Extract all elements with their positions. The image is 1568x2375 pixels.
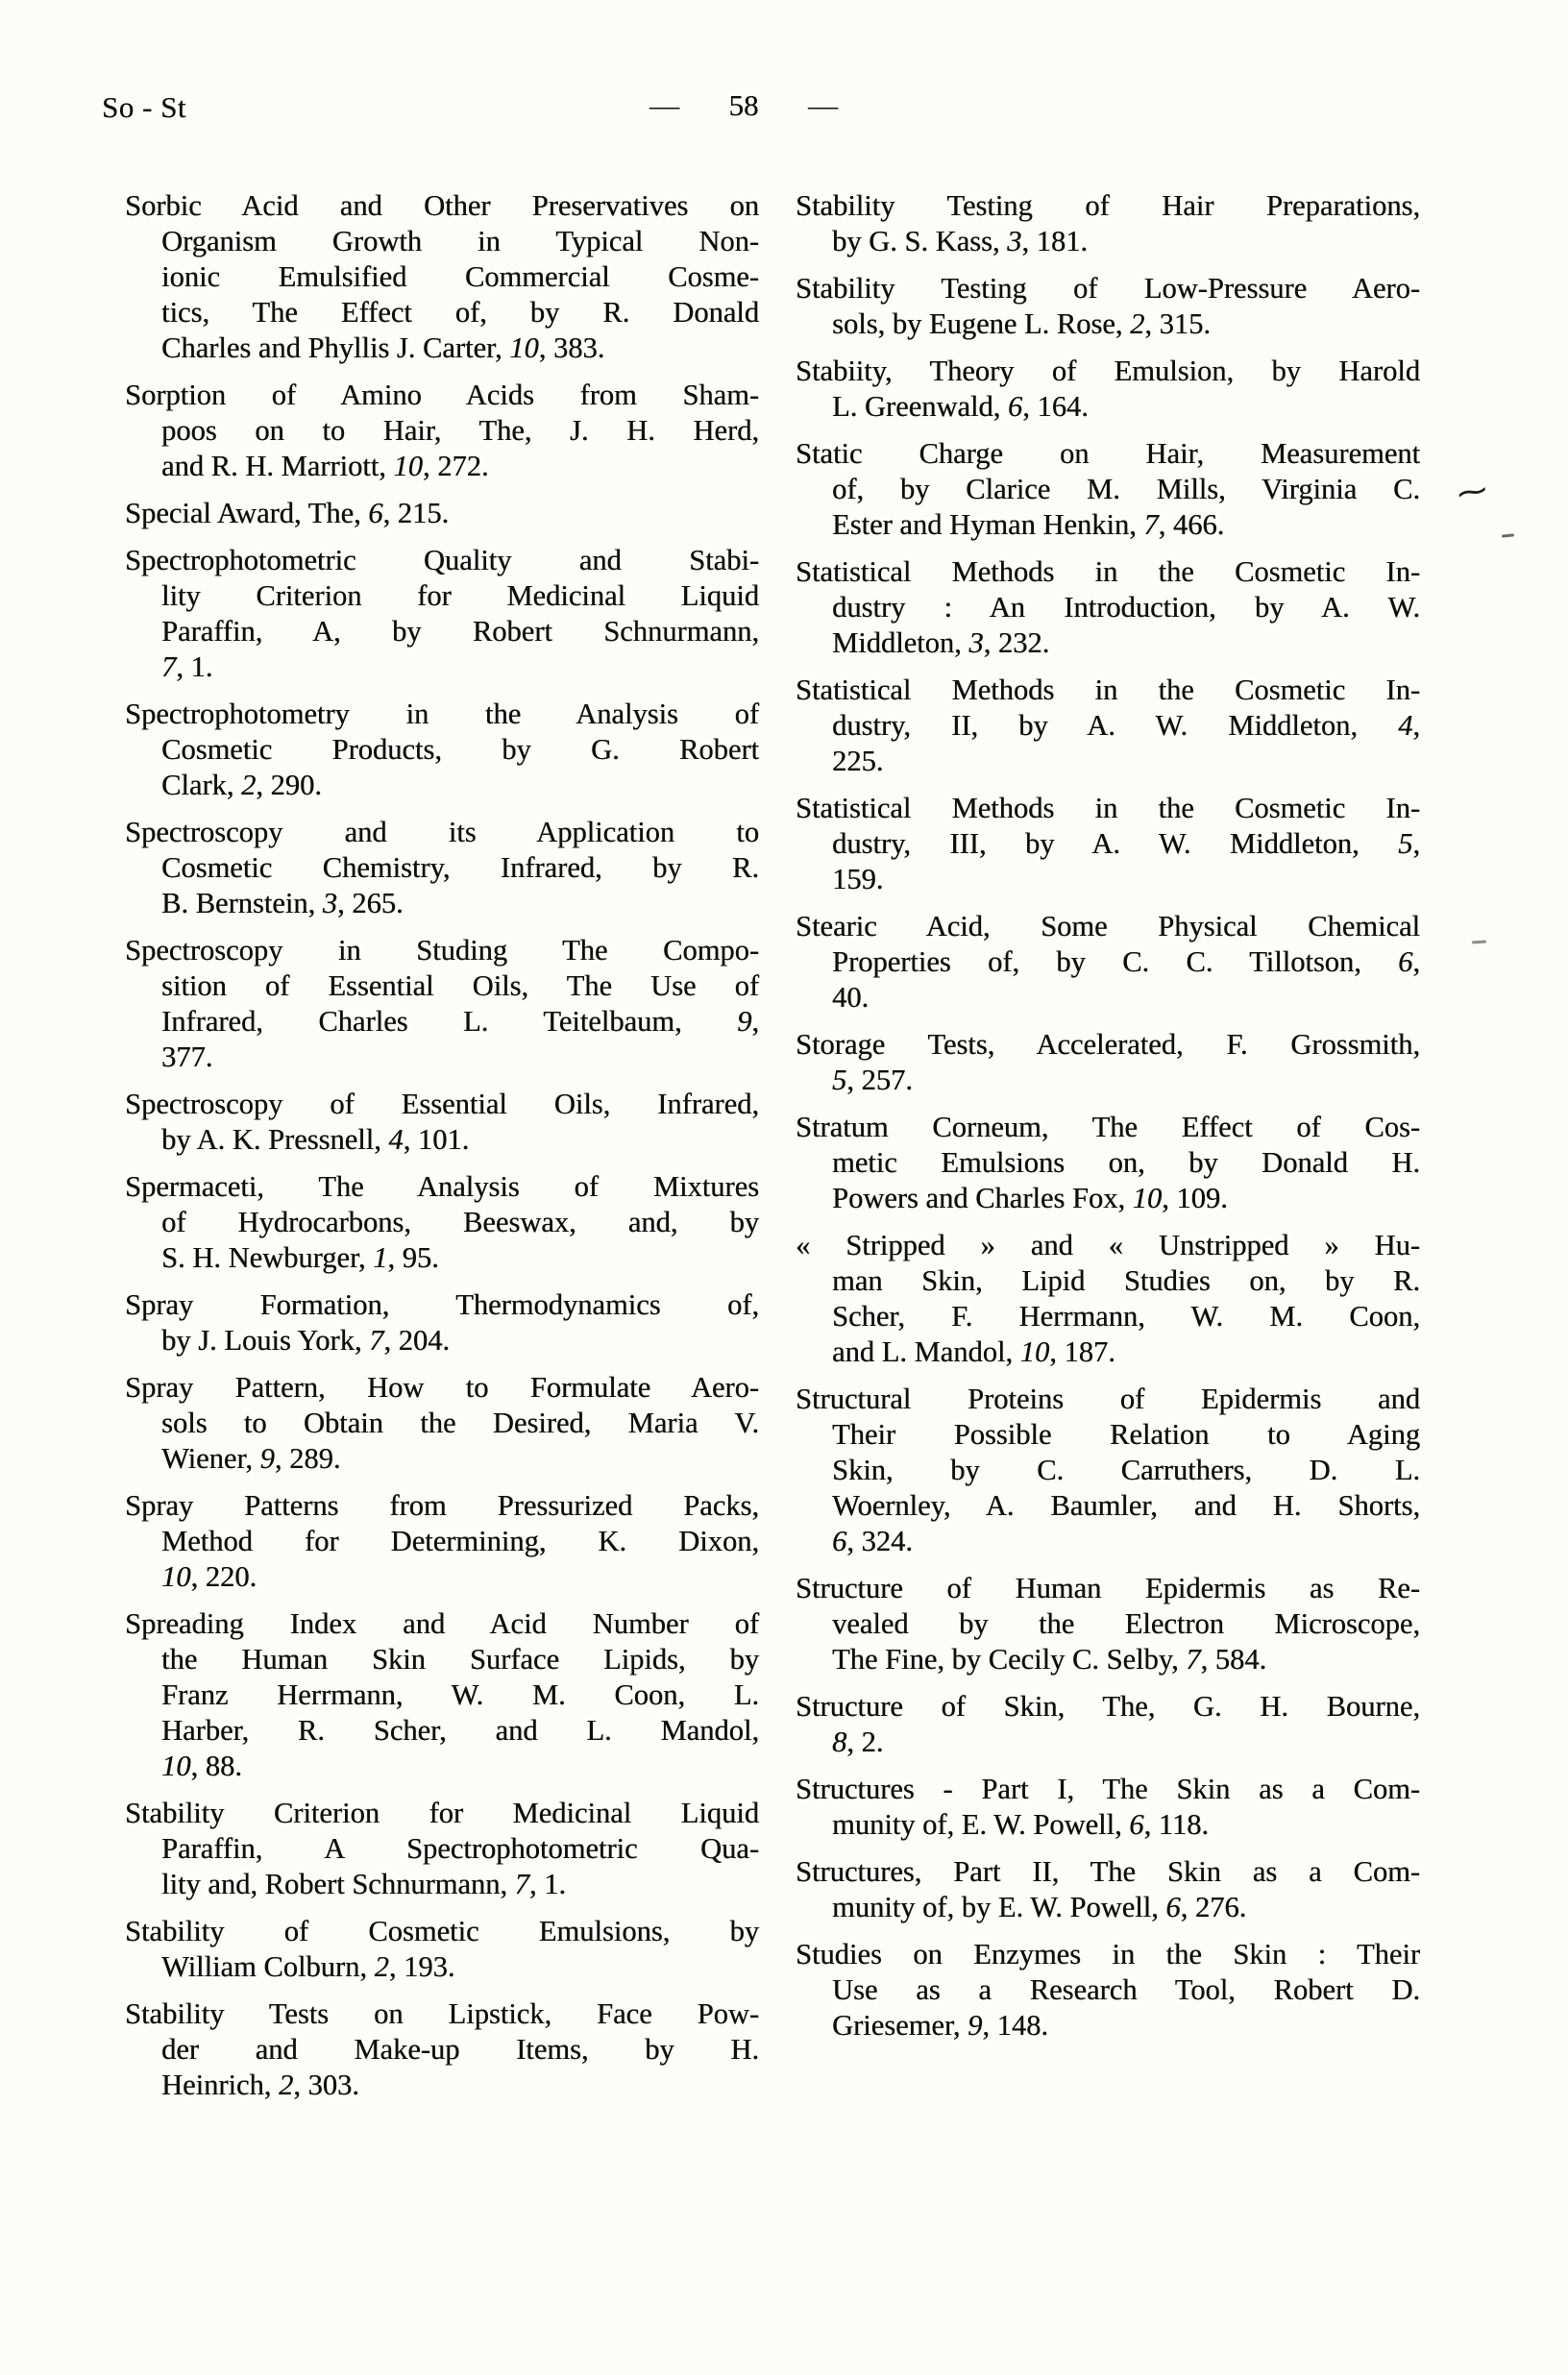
index-entry [796,554,1420,661]
entry-line: The Fine, by Cecily C. Selby, 7, 584. [832,1643,1267,1676]
column-left [125,188,759,2115]
index-entry [125,697,759,803]
index-entry [125,1914,759,1985]
entry-line: Powers and Charles Fox, 10, 109. [832,1182,1228,1214]
index-entry [796,1382,1420,1559]
index-entry [125,815,759,921]
entry-line: Sorbic Acid and Other Preservatives on [125,189,759,222]
entry-line: Spermaceti, The Analysis of Mixtures [125,1170,759,1203]
entry-line: munity of, E. W. Powell, 6, 118. [832,1808,1209,1841]
entry-line: 7, 1. [161,650,213,683]
entry-line: Structures, Part II, The Skin as a Com- [796,1855,1420,1888]
entry-line: Charles and Phyllis J. Carter, 10, 383. [161,331,605,364]
entry-line: of, by Clarice M. Mills, Virginia C. [832,473,1420,505]
entry-line: Statistical Methods in the Cosmetic In- [796,792,1420,824]
entry-line: B. Bernstein, 3, 265. [161,887,404,919]
index-entry [125,1169,759,1276]
entry-line: Properties of, by C. C. Tillotson, 6, [832,945,1420,978]
index-entry [125,1996,759,2103]
entry-line: William Colburn, 2, 193. [161,1950,455,1983]
index-entry [796,1772,1420,1843]
entry-line: Structural Proteins of Epidermis and [796,1383,1420,1415]
entry-line: Studies on Enzymes in the Skin : Their [796,1938,1420,1971]
entry-line: 377. [161,1041,213,1073]
index-entry [796,673,1420,779]
index-entry [796,909,1420,1016]
running-head-section-range: So - St [102,90,186,124]
entry-line: lity Criterion for Medicinal Liquid [161,579,759,612]
entry-line: Wiener, 9, 289. [161,1442,341,1475]
index-entry [125,1087,759,1158]
index-entry [125,1488,759,1595]
entry-line: Spray Patterns from Pressurized Packs, [125,1489,759,1522]
entry-line: Storage Tests, Accelerated, F. Grossmith, [796,1028,1420,1061]
entry-line: Spectroscopy in Studing The Compo- [125,934,759,967]
entry-line: the Human Skin Surface Lipids, by [161,1643,759,1676]
entry-line: dustry : An Introduction, by A. W. [832,591,1420,624]
entry-line: Stability of Cosmetic Emulsions, by [125,1915,759,1947]
index-entry [125,1370,759,1477]
entry-line: Paraffin, A Spectrophotometric Qua- [161,1832,759,1865]
entry-line: Stability Criterion for Medicinal Liquid [125,1797,759,1829]
entry-line: 225. [832,745,884,777]
index-entry [796,1937,1420,2044]
entry-line: tics, The Effect of, by R. Donald [161,296,759,329]
entry-line: Method for Determining, K. Dixon, [161,1525,759,1557]
entry-line: Harber, R. Scher, and L. Mandol, [161,1714,759,1747]
entry-line: « Stripped » and « Unstripped » Hu- [796,1229,1420,1261]
index-entry [125,496,759,531]
entry-line: 159. [832,863,884,895]
entry-line: by A. K. Pressnell, 4, 101. [161,1123,470,1156]
entry-line: Spray Formation, Thermodynamics of, [125,1288,759,1321]
index-entry [125,1287,759,1359]
entry-line: Stability Testing of Low-Pressure Aero- [796,272,1420,305]
entry-line: Stabiity, Theory of Emulsion, by Harold [796,355,1420,387]
entry-line: der and Make-up Items, by H. [161,2033,759,2066]
entry-line: metic Emulsions on, by Donald H. [832,1146,1420,1179]
entry-line: Sorption of Amino Acids from Sham- [125,379,759,411]
entry-line: Heinrich, 2, 303. [161,2069,359,2101]
entry-line: Spray Pattern, How to Formulate Aero- [125,1371,759,1404]
entry-line: dustry, II, by A. W. Middleton, 4, [832,709,1420,742]
entry-line: ionic Emulsified Commercial Cosme- [161,260,759,293]
entry-line: Stability Testing of Hair Preparations, [796,189,1420,222]
entry-line: Static Charge on Hair, Measurement [796,437,1420,470]
index-entry [125,543,759,685]
entry-line: Stability Tests on Lipstick, Face Pow- [125,1997,759,2030]
index-entry [796,1571,1420,1677]
entry-line: sols, by Eugene L. Rose, 2, 315. [832,307,1211,340]
entry-line: Spectrophotometric Quality and Stabi- [125,544,759,576]
entry-line: Their Possible Relation to Aging [832,1418,1420,1451]
entry-line: 40. [832,981,870,1014]
entry-line: dustry, III, by A. W. Middleton, 5, [832,827,1420,860]
index-entry [125,1796,759,1902]
scan-artifact-dash-icon [1472,940,1486,943]
entry-line: Organism Growth in Typical Non- [161,225,759,257]
entry-line: by G. S. Kass, 3, 181. [832,225,1089,257]
entry-line: lity and, Robert Schnurmann, 7, 1. [161,1868,567,1900]
entry-line: L. Greenwald, 6, 164. [832,390,1089,423]
entry-line: Stearic Acid, Some Physical Chemical [796,910,1420,943]
index-entry [125,188,759,366]
entry-line: Spectroscopy of Essential Oils, Infrared, [125,1088,759,1120]
entry-line: Spectrophotometry in the Analysis of [125,698,759,730]
entry-line: Structure of Human Epidermis as Re- [796,1572,1420,1604]
page-number-dash-left: — [649,88,679,122]
scan-artifact-tick-icon: ∼ [1451,472,1493,513]
entry-line: Woernley, A. Baumler, and H. Shorts, [832,1489,1420,1522]
entry-line: S. H. Newburger, 1, 95. [161,1241,439,1274]
index-entry [796,1110,1420,1216]
entry-line: 10, 88. [161,1750,242,1782]
entry-line: munity of, by E. W. Powell, 6, 276. [832,1891,1247,1923]
entry-line: Franz Herrmann, W. M. Coon, L. [161,1678,759,1711]
entry-line: by J. Louis York, 7, 204. [161,1324,450,1357]
index-entry [796,436,1420,543]
entry-line: of Hydrocarbons, Beeswax, and, by [161,1206,759,1238]
entry-line: Scher, F. Herrmann, W. M. Coon, [832,1300,1420,1333]
entry-line: Clark, 2, 290. [161,769,322,801]
entry-line: Stratum Corneum, The Effect of Cos- [796,1111,1420,1143]
index-entry [125,1606,759,1784]
entry-line: Cosmetic Chemistry, Infrared, by R. [161,851,759,884]
entry-line: man Skin, Lipid Studies on, by R. [832,1264,1420,1297]
scan-artifact-dash-icon [1502,533,1514,537]
entry-line: Skin, by C. Carruthers, D. L. [832,1454,1420,1486]
page-number-dash-right: — [808,88,838,122]
page-number: 58 [728,88,759,122]
index-entry [125,378,759,484]
entry-line: Structures - Part I, The Skin as a Com- [796,1773,1420,1805]
entry-line: Paraffin, A, by Robert Schnurmann, [161,615,759,648]
index-entry [796,1228,1420,1370]
entry-line: Ester and Hyman Henkin, 7, 466. [832,508,1225,541]
entry-line: Structure of Skin, The, G. H. Bourne, [796,1690,1420,1723]
entry-line: Spectroscopy and its Application to [125,816,759,848]
index-entry [796,791,1420,897]
index-entry [796,1027,1420,1098]
entry-line: 5, 257. [832,1064,913,1096]
entry-line: Spreading Index and Acid Number of [125,1607,759,1640]
column-right [796,188,1420,2055]
page-number-group [649,88,838,123]
entry-line: and L. Mandol, 10, 187. [832,1335,1115,1368]
entry-line: Griesemer, 9, 148. [832,2009,1048,2042]
entry-line: Statistical Methods in the Cosmetic In- [796,555,1420,588]
index-entry [796,354,1420,425]
entry-line: poos on to Hair, The, J. H. Herd, [161,414,759,447]
entry-line: Special Award, The, 6, 215. [125,497,450,529]
index-entry [796,1689,1420,1760]
entry-line: Infrared, Charles L. Teitelbaum, 9, [161,1005,759,1038]
entry-line: sols to Obtain the Desired, Maria V. [161,1407,759,1439]
entry-line: 10, 220. [161,1560,257,1593]
entry-line: vealed by the Electron Microscope, [832,1607,1420,1640]
entry-line: Statistical Methods in the Cosmetic In- [796,673,1420,706]
index-entry [125,933,759,1075]
index-entry [796,271,1420,342]
entry-line: Middleton, 3, 232. [832,626,1050,659]
entry-line: 8, 2. [832,1726,884,1758]
index-entry [796,188,1420,259]
index-entry [796,1854,1420,1925]
entry-line: sition of Essential Oils, The Use of [161,969,759,1002]
entry-line: and R. H. Marriott, 10, 272. [161,450,489,482]
entry-line: 6, 324. [832,1525,913,1557]
entry-line: Use as a Research Tool, Robert D. [832,1973,1420,2006]
entry-line: Cosmetic Products, by G. Robert [161,733,759,766]
